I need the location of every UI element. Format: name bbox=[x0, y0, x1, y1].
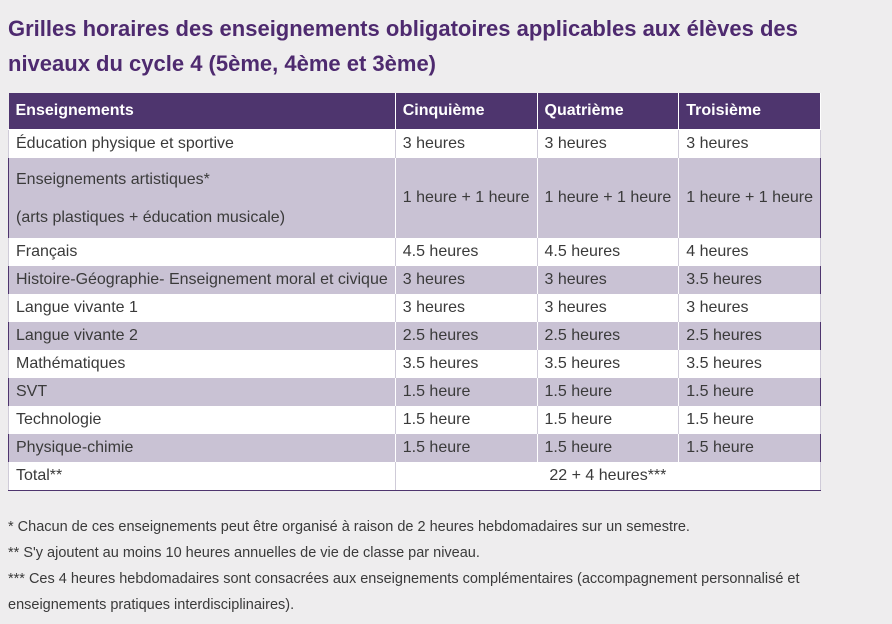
footnote: * Chacun de ces enseignements peut être organisé à raison de 2 heures hebdomadaires sur un semestre. bbox=[8, 519, 690, 535]
hours-cell: 3 heures bbox=[537, 266, 679, 294]
subject-cell: Mathématiques bbox=[9, 350, 396, 378]
hours-cell: 4.5 heures bbox=[395, 238, 537, 266]
footnotes bbox=[8, 514, 878, 618]
hours-cell: 3 heures bbox=[537, 130, 679, 159]
hours-cell: 1 heure + 1 heure bbox=[395, 158, 537, 238]
total-label: Total** bbox=[9, 462, 396, 491]
subject-cell: Histoire-Géographie- Enseignement moral et civique bbox=[9, 266, 396, 294]
hours-cell: 1.5 heure bbox=[537, 406, 679, 434]
hours-cell: 1.5 heure bbox=[679, 434, 821, 462]
total-row bbox=[9, 462, 821, 491]
table-row bbox=[9, 434, 821, 462]
hours-cell: 3.5 heures bbox=[679, 350, 821, 378]
subject-cell: Éducation physique et sportive bbox=[9, 130, 396, 159]
subject-label: Enseignements artistiques* bbox=[16, 170, 210, 188]
hours-cell: 1.5 heure bbox=[537, 378, 679, 406]
subject-cell: Physique-chimie bbox=[9, 434, 396, 462]
hours-cell: 1 heure + 1 heure bbox=[537, 158, 679, 238]
hours-cell: 3 heures bbox=[679, 130, 821, 159]
timetable-grid bbox=[8, 93, 821, 491]
table-row bbox=[9, 266, 821, 294]
hours-cell: 2.5 heures bbox=[537, 322, 679, 350]
table-row bbox=[9, 406, 821, 434]
hours-cell: 2.5 heures bbox=[395, 322, 537, 350]
hours-cell: 3 heures bbox=[395, 266, 537, 294]
table-row bbox=[9, 322, 821, 350]
subject-detail: (arts plastiques + éducation musicale) bbox=[16, 208, 286, 226]
hours-cell: 1.5 heure bbox=[679, 378, 821, 406]
hours-cell: 3 heures bbox=[537, 294, 679, 322]
footnote: ** S'y ajoutent au moins 10 heures annuelles de vie de classe par niveau. bbox=[8, 545, 480, 561]
hours-cell: 1.5 heure bbox=[395, 434, 537, 462]
column-header-subject: Enseignements bbox=[9, 93, 396, 130]
hours-cell: 4 heures bbox=[679, 238, 821, 266]
table-header-row bbox=[9, 93, 821, 130]
hours-cell: 1 heure + 1 heure bbox=[679, 158, 821, 238]
hours-cell: 3 heures bbox=[395, 294, 537, 322]
hours-cell: 3 heures bbox=[395, 130, 537, 159]
total-value: 22 + 4 heures*** bbox=[395, 462, 820, 491]
hours-cell: 3.5 heures bbox=[537, 350, 679, 378]
page-title: Grilles horaires des enseignements obligatoires applicables aux élèves des niveaux du cycle 4 (5ème, 4ème et 3ème) bbox=[8, 16, 798, 76]
hours-cell: 2.5 heures bbox=[679, 322, 821, 350]
table-row bbox=[9, 378, 821, 406]
table-row bbox=[9, 158, 821, 238]
footnote: *** Ces 4 heures hebdomadaires sont consacrées aux enseignements complémentaires (accompagnement personnalisé et enseignements pratiques interdisciplinaires). bbox=[8, 571, 800, 613]
subject-cell: Technologie bbox=[9, 406, 396, 434]
subject-cell: Français bbox=[9, 238, 396, 266]
subject-cell: Langue vivante 2 bbox=[9, 322, 396, 350]
hours-cell: 3.5 heures bbox=[395, 350, 537, 378]
hours-cell: 1.5 heure bbox=[537, 434, 679, 462]
subject-cell: SVT bbox=[9, 378, 396, 406]
table-row bbox=[9, 238, 821, 266]
column-header-cinquieme: Cinquième bbox=[395, 93, 537, 130]
hours-cell: 3.5 heures bbox=[679, 266, 821, 294]
table-row bbox=[9, 130, 821, 159]
table-row bbox=[9, 294, 821, 322]
hours-cell: 4.5 heures bbox=[537, 238, 679, 266]
subject-cell bbox=[9, 158, 396, 238]
hours-cell: 1.5 heure bbox=[395, 378, 537, 406]
table-row bbox=[9, 350, 821, 378]
subject-cell: Langue vivante 1 bbox=[9, 294, 396, 322]
hours-cell: 3 heures bbox=[679, 294, 821, 322]
column-header-troisieme: Troisième bbox=[679, 93, 821, 130]
hours-cell: 1.5 heure bbox=[679, 406, 821, 434]
column-header-quatrieme: Quatrième bbox=[537, 93, 679, 130]
hours-cell: 1.5 heure bbox=[395, 406, 537, 434]
